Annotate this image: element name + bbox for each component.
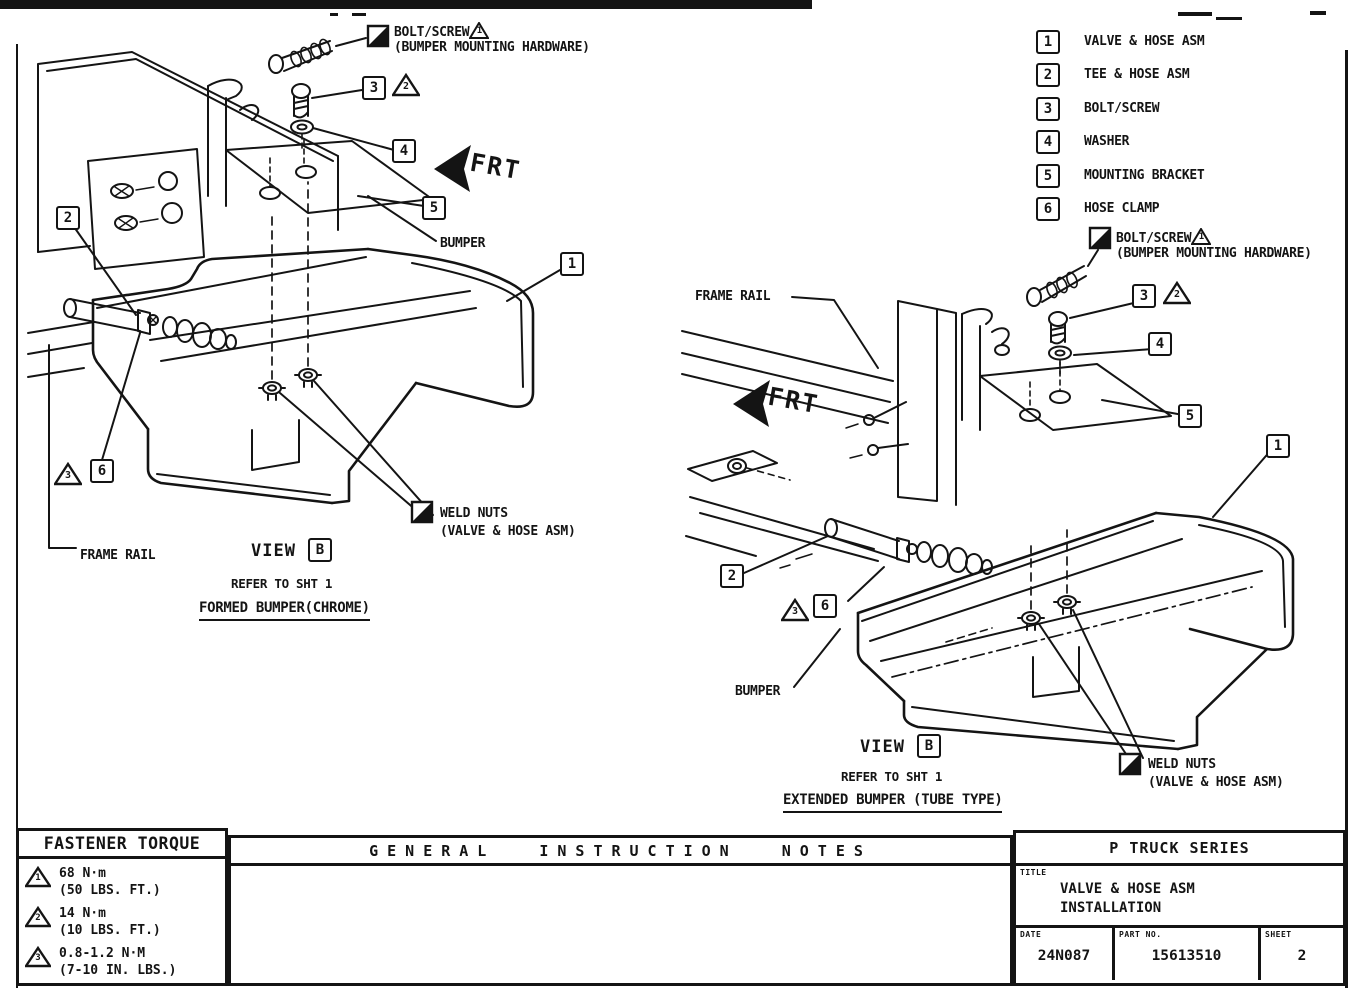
right-view-caption: EXTENDED BUMPER (TUBE TYPE)	[783, 792, 1002, 813]
callout-3: 3	[362, 76, 386, 100]
fastener-torque-header: FASTENER TORQUE	[19, 831, 225, 859]
series-label: P TRUCK SERIES	[1016, 833, 1343, 866]
legend-label-2: TEE & HOSE ASM	[1084, 67, 1190, 82]
bumper-label: BUMPER	[440, 236, 486, 251]
torque-ref-triangle: 3	[54, 462, 82, 486]
title-area	[1016, 866, 1343, 928]
sheet-field-label: SHEET	[1265, 930, 1292, 939]
weld-nuts-note: (VALVE & HOSE ASM)	[1148, 775, 1284, 790]
flag-icon	[410, 500, 434, 528]
refer-note: REFER TO SHT 1	[841, 769, 943, 784]
torque-metric: 14 N·m	[59, 906, 106, 921]
bolt-screw-note: (BUMPER MOUNTING HARDWARE)	[1116, 246, 1312, 261]
legend-num-4: 4	[1036, 130, 1060, 154]
notes-header: GENERAL INSTRUCTION NOTES	[231, 838, 1010, 866]
weld-nuts-label: WELD NUTS	[440, 506, 508, 521]
frt-direction-label: FRT	[765, 381, 822, 420]
view-letter-box: B	[917, 734, 941, 758]
torque-ref-triangle: 1	[25, 866, 51, 888]
view-letter-box: B	[308, 538, 332, 562]
part-no-value: 15613510	[1151, 948, 1222, 964]
callout-2: 2	[720, 564, 744, 588]
callout-4: 4	[1148, 332, 1172, 356]
callout-3: 3	[1132, 284, 1156, 308]
weld-nuts-note: (VALVE & HOSE ASM)	[440, 524, 576, 539]
flag-icon	[1118, 752, 1142, 780]
frame-rail-label: FRAME RAIL	[695, 289, 771, 304]
drawing-title-line1: VALVE & HOSE ASM	[1060, 881, 1195, 897]
title-field-label: TITLE	[1020, 868, 1047, 877]
legend-num-3: 3	[1036, 97, 1060, 121]
torque-ref-triangle: 2	[392, 73, 420, 97]
view-label: VIEW	[860, 737, 905, 757]
torque-ref-triangle: 1	[469, 22, 489, 39]
left-view-caption: FORMED BUMPER(CHROME)	[199, 600, 370, 621]
date-value: 24N087	[1037, 948, 1091, 964]
torque-row	[25, 945, 221, 979]
weld-nuts-label: WELD NUTS	[1148, 757, 1216, 772]
general-instruction-notes-panel	[228, 835, 1013, 986]
drawing-title-line2: INSTALLATION	[1060, 900, 1162, 916]
bumper-label: BUMPER	[735, 684, 781, 699]
torque-imperial: (10 LBS. FT.)	[59, 923, 161, 938]
date-cell	[1016, 928, 1115, 980]
torque-metric: 68 N·m	[59, 866, 106, 881]
sheet-value: 2	[1297, 948, 1307, 964]
callout-4: 4	[392, 139, 416, 163]
callout-5: 5	[1178, 404, 1202, 428]
part-field-label: PART NO.	[1119, 930, 1162, 939]
legend-num-6: 6	[1036, 197, 1060, 221]
torque-ref-triangle: 2	[1163, 281, 1191, 305]
torque-row	[25, 905, 221, 939]
frame-rail-label: FRAME RAIL	[80, 548, 156, 563]
torque-imperial: (50 LBS. FT.)	[59, 883, 161, 898]
torque-ref-triangle: 3	[781, 598, 809, 622]
fastener-torque-panel	[16, 828, 228, 986]
torque-ref-triangle: 3	[25, 946, 51, 968]
callout-6: 6	[90, 459, 114, 483]
legend-label-3: BOLT/SCREW	[1084, 101, 1160, 116]
torque-ref-triangle: 1	[1191, 228, 1211, 245]
callout-1: 1	[1266, 434, 1290, 458]
legend-num-5: 5	[1036, 164, 1060, 188]
callout-2: 2	[56, 206, 80, 230]
bolt-screw-label: BOLT/SCREW	[394, 25, 470, 40]
legend-label-1: VALVE & HOSE ASM	[1084, 34, 1205, 49]
legend-label-6: HOSE CLAMP	[1084, 201, 1160, 216]
frt-direction-label: FRT	[467, 147, 524, 186]
title-block	[1013, 830, 1346, 986]
bolt-screw-note: (BUMPER MOUNTING HARDWARE)	[394, 40, 590, 55]
flag-icon	[366, 24, 390, 52]
date-field-label: DATE	[1020, 930, 1042, 939]
flag-icon	[1088, 226, 1112, 254]
torque-ref-triangle: 2	[25, 906, 51, 928]
torque-row	[25, 865, 221, 899]
bolt-screw-callout	[1116, 228, 1211, 246]
legend-num-2: 2	[1036, 63, 1060, 87]
legend-label-4: WASHER	[1084, 134, 1130, 149]
view-label: VIEW	[251, 541, 296, 561]
torque-metric: 0.8-1.2 N·M	[59, 946, 146, 961]
bolt-screw-label: BOLT/SCREW	[1116, 231, 1192, 246]
bolt-screw-callout	[394, 22, 489, 40]
torque-imperial: (7-10 IN. LBS.)	[59, 963, 177, 978]
legend-num-1: 1	[1036, 30, 1060, 54]
parts-legend	[1036, 30, 1336, 234]
legend-label-5: MOUNTING BRACKET	[1084, 168, 1205, 183]
callout-5: 5	[422, 196, 446, 220]
refer-note: REFER TO SHT 1	[231, 576, 333, 591]
callout-1: 1	[560, 252, 584, 276]
part-no-cell	[1115, 928, 1261, 980]
callout-6: 6	[813, 594, 837, 618]
sheet-cell	[1261, 928, 1343, 980]
